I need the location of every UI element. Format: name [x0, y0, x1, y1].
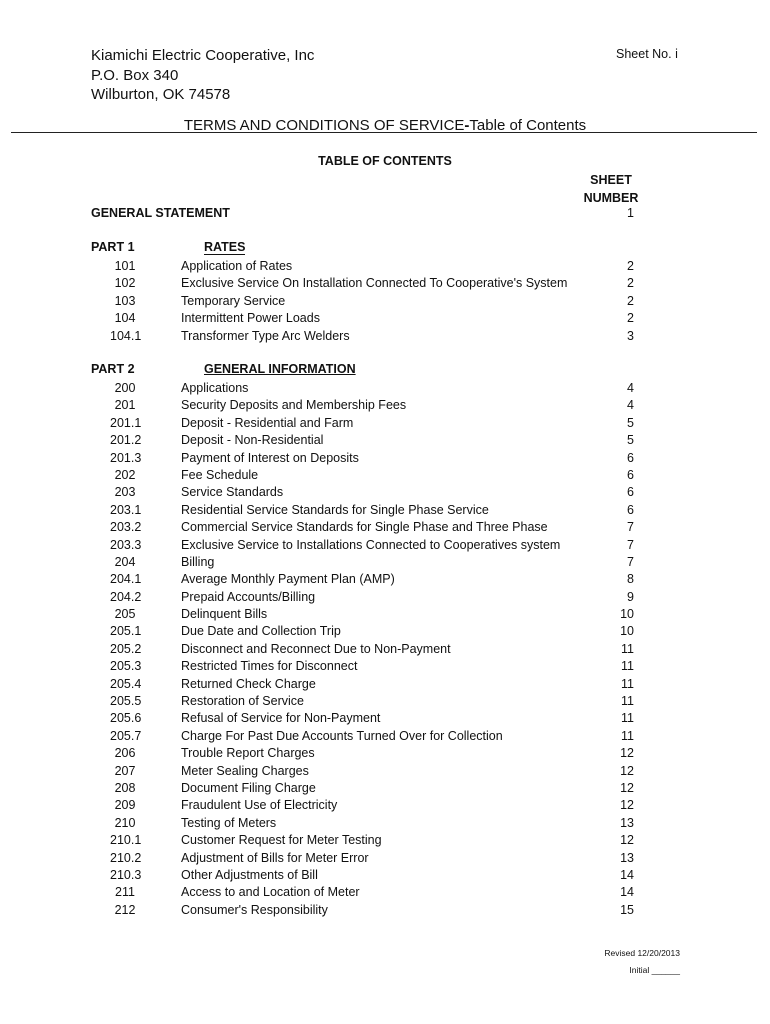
section-number: 205.2 [110, 641, 142, 656]
section-title: Residential Service Standards for Single Phase Service [181, 502, 489, 517]
general-statement-page: 1 [627, 206, 634, 220]
sheet-page-number: 13 [620, 850, 634, 865]
section-title: Deposit - Residential and Farm [181, 415, 354, 430]
section-number: 102 [114, 276, 136, 291]
toc-row [0, 902, 770, 919]
section-number: 203.2 [110, 520, 142, 535]
toc-row [0, 589, 770, 606]
toc-row [0, 884, 770, 901]
sheet-page-number: 2 [627, 276, 634, 291]
section-number: 210.1 [110, 833, 142, 848]
sheet-page-number: 12 [620, 798, 634, 813]
subtitle-dash: - [464, 117, 470, 134]
sheet-page-number: 8 [627, 572, 634, 587]
toc-row [0, 728, 770, 745]
section-number: 205.7 [110, 728, 142, 743]
section-number: 104 [114, 311, 136, 326]
sheet-page-number: 9 [627, 589, 634, 604]
sheet-page-number: 12 [620, 763, 634, 778]
section-title: Delinquent Bills [181, 607, 268, 622]
toc-row [0, 867, 770, 884]
sheet-page-number: 12 [620, 780, 634, 795]
part-2-title: GENERAL INFORMATION [204, 362, 356, 376]
section-title: Refusal of Service for Non-Payment [181, 711, 381, 726]
section-title: Access to and Location of Meter [181, 885, 360, 900]
sheet-page-number: 4 [627, 398, 634, 413]
toc-row [0, 571, 770, 588]
sheet-page-number: 15 [620, 902, 634, 917]
sheet-page-number: 12 [620, 833, 634, 848]
toc-row [0, 450, 770, 467]
section-number: 205.1 [110, 624, 142, 639]
section-title: Prepaid Accounts/Billing [181, 589, 316, 604]
section-number: 205.5 [110, 694, 142, 709]
toc-row [0, 797, 770, 814]
sheet-page-number: 11 [621, 641, 634, 656]
section-number: 201.3 [110, 450, 142, 465]
section-number: 206 [114, 746, 136, 761]
toc-row [0, 832, 770, 849]
toc-row [0, 432, 770, 449]
section-title: Other Adjustments of Bill [181, 867, 318, 882]
sheet-page-number: 2 [627, 311, 634, 326]
sheet-page-number: 5 [627, 415, 634, 430]
section-title: Payment of Interest on Deposits [181, 450, 359, 465]
section-title: Customer Request for Meter Testing [181, 833, 382, 848]
subtitle-rest: Table of Contents [469, 117, 587, 134]
section-number: 204.2 [110, 589, 142, 604]
toc-row [0, 484, 770, 501]
sheet-page-number: 11 [621, 676, 634, 691]
section-title: Adjustment of Bills for Meter Error [181, 850, 369, 865]
section-number: 208 [114, 780, 136, 795]
section-title: Temporary Service [181, 293, 286, 308]
section-title: Deposit - Non-Residential [181, 433, 324, 448]
toc-row [0, 693, 770, 710]
sheet-page-number: 11 [621, 711, 634, 726]
section-title: Average Monthly Payment Plan (AMP) [181, 572, 395, 587]
general-statement: GENERAL STATEMENT [91, 206, 230, 220]
part-1-title: RATES [204, 240, 246, 254]
revised-date: Revised 12/20/2013 [604, 948, 680, 958]
section-title: Due Date and Collection Trip [181, 624, 341, 639]
toc-row [0, 815, 770, 832]
section-number: 203.3 [110, 537, 142, 552]
section-number: 201.1 [110, 415, 142, 430]
section-number: 211 [115, 885, 135, 900]
toc-row [0, 380, 770, 397]
address-line-1: P.O. Box 340 [91, 67, 179, 84]
sheet-page-number: 2 [627, 293, 634, 308]
section-number: 209 [114, 798, 136, 813]
section-title: Applications [181, 381, 249, 395]
section-title: Exclusive Service On Installation Connected To Cooperative's System [181, 276, 568, 291]
toc-row [0, 328, 770, 345]
toc-row [0, 623, 770, 640]
sheet-page-number: 13 [620, 815, 634, 830]
section-number: 202 [114, 467, 136, 482]
sheet-page-number: 14 [620, 867, 634, 882]
sheet-page-number: 11 [621, 659, 634, 674]
sheet-page-number: 7 [627, 554, 634, 569]
section-title: Fraudulent Use of Electricity [181, 798, 338, 813]
toc-row [0, 780, 770, 797]
sheet-page-number: 3 [627, 328, 634, 343]
section-title: Testing of Meters [181, 815, 277, 830]
header-divider [11, 132, 757, 133]
sheet-page-number: 10 [620, 624, 634, 639]
toc-row [0, 397, 770, 414]
toc-row [0, 258, 770, 275]
section-number: 205 [114, 607, 136, 622]
section-number: 205.6 [110, 711, 142, 726]
section-title: Restoration of Service [181, 694, 304, 709]
section-number: 103 [114, 293, 136, 308]
section-number: 207 [114, 763, 136, 778]
section-number: 203 [114, 485, 136, 500]
sheet-page-number: 11 [621, 728, 634, 743]
sheet-page-number: 6 [627, 485, 634, 500]
company-name: Kiamichi Electric Cooperative, Inc [91, 47, 315, 64]
sheet-page-number: 5 [627, 433, 634, 448]
address-line-2: Wilburton, OK 74578 [91, 86, 231, 103]
section-number: 205.3 [110, 659, 142, 674]
sheet-page-number: 2 [627, 259, 634, 273]
section-number: 210.2 [110, 850, 142, 865]
section-title: Exclusive Service to Installations Connected to Cooperatives system [181, 537, 561, 552]
section-number: 204.1 [110, 572, 142, 587]
section-title: Restricted Times for Disconnect [181, 659, 358, 674]
section-number: 210.3 [110, 867, 142, 882]
toc-row [0, 293, 770, 310]
section-number: 201 [114, 398, 136, 413]
sheet-number: Sheet No. i [616, 47, 678, 61]
toc-row [0, 415, 770, 432]
part-1-list [0, 258, 770, 345]
section-number: 210 [114, 815, 136, 830]
column-header-number: NUMBER [583, 190, 639, 205]
part-2-list [0, 380, 770, 919]
section-title: Commercial Service Standards for Single Phase and Three Phase [181, 520, 548, 535]
section-title: Security Deposits and Membership Fees [181, 398, 407, 413]
column-header-sheet: SHEET [590, 173, 632, 187]
part-1-label: PART 1 [91, 240, 135, 254]
sheet-page-number: 6 [627, 502, 634, 517]
toc-row [0, 275, 770, 292]
sheet-page-number: 6 [627, 450, 634, 465]
section-title: Consumer's Responsibility [181, 902, 328, 917]
subtitle-main: TERMS AND CONDITIONS OF SERVICE [183, 117, 465, 134]
part-2-label: PART 2 [91, 362, 135, 376]
section-number: 204 [114, 554, 136, 569]
toc-row [0, 554, 770, 571]
toc-row [0, 763, 770, 780]
toc-row [0, 606, 770, 623]
section-number: 101 [114, 259, 136, 273]
sheet-page-number: 4 [627, 381, 634, 395]
toc-row [0, 502, 770, 519]
initial-line: Initial ______ [629, 965, 680, 975]
sheet-page-number: 11 [621, 694, 634, 709]
section-title: Disconnect and Reconnect Due to Non-Payment [181, 641, 451, 656]
sheet-page-number: 7 [627, 537, 634, 552]
section-title: Application of Rates [181, 259, 293, 273]
sheet-page-number: 12 [620, 746, 634, 761]
toc-row [0, 467, 770, 484]
section-title: Document Filing Charge [181, 780, 316, 795]
section-number: 203.1 [110, 502, 142, 517]
section-title: Billing [181, 554, 215, 569]
sheet-page-number: 10 [620, 607, 634, 622]
section-title: Returned Check Charge [181, 676, 316, 691]
toc-row [0, 745, 770, 762]
toc-row [0, 310, 770, 327]
toc-row [0, 519, 770, 536]
section-title: Charge For Past Due Accounts Turned Over for Collection [181, 728, 503, 743]
section-title: Transformer Type Arc Welders [181, 328, 350, 343]
sheet-page-number: 14 [620, 885, 634, 900]
toc-row [0, 710, 770, 727]
sheet-page-number: 6 [627, 467, 634, 482]
section-title: Intermittent Power Loads [181, 311, 320, 326]
section-number: 201.2 [110, 433, 142, 448]
toc-row [0, 537, 770, 554]
toc-title: TABLE OF CONTENTS [318, 154, 452, 168]
section-title: Meter Sealing Charges [181, 763, 309, 778]
toc-row [0, 658, 770, 675]
section-title: Trouble Report Charges [181, 746, 315, 761]
toc-row [0, 641, 770, 658]
section-number: 104.1 [110, 328, 142, 343]
section-number: 200 [114, 381, 136, 395]
section-number: 212 [114, 902, 136, 917]
sheet-page-number: 7 [627, 520, 634, 535]
toc-row [0, 850, 770, 867]
toc-row [0, 676, 770, 693]
section-number: 205.4 [110, 676, 142, 691]
section-title: Fee Schedule [181, 467, 259, 482]
section-title: Service Standards [181, 485, 284, 500]
